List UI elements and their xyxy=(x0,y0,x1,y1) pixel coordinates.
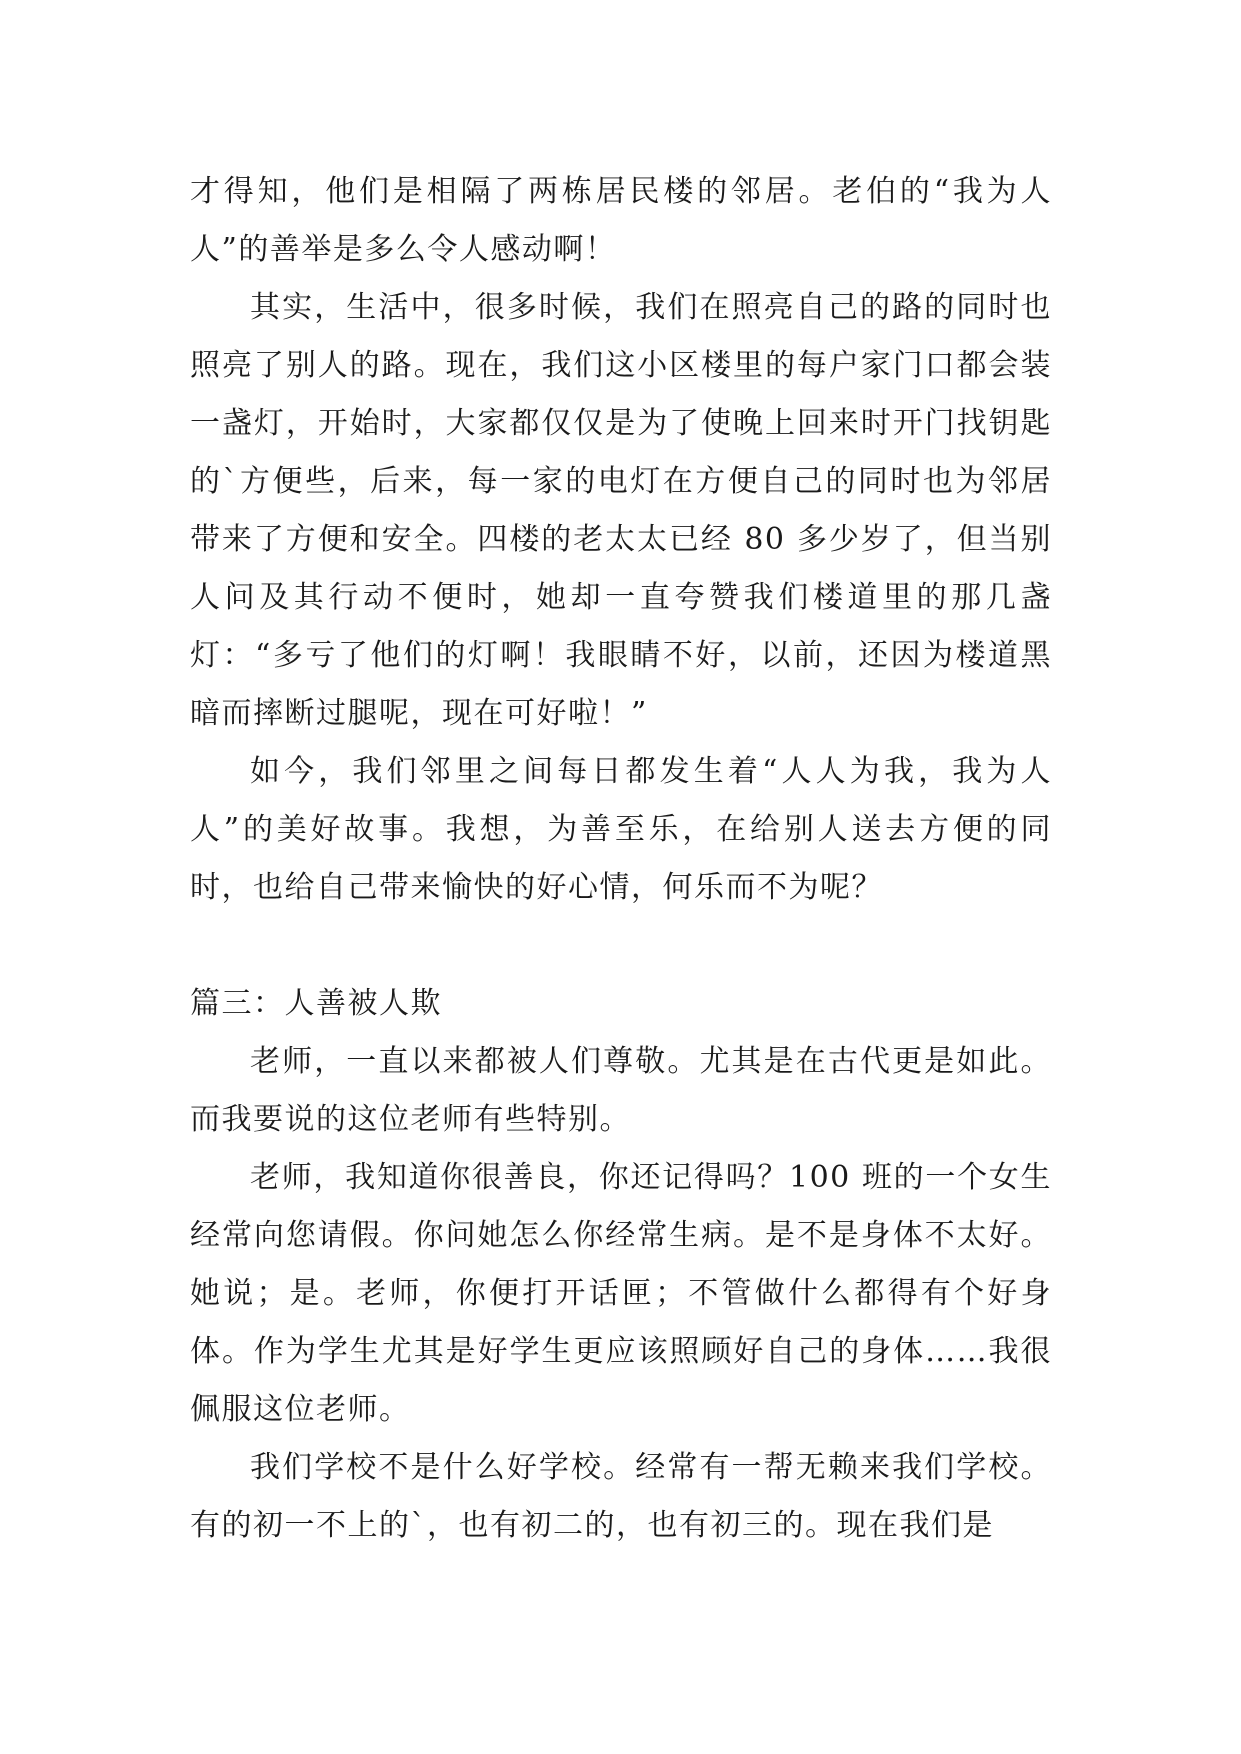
paragraph-school: 我们学校不是什么好学校。经常有一帮无赖来我们学校。有的初一不上的`，也有初二的，也有初三的。现在我们是 xyxy=(190,1450,1052,1543)
paragraph-teacher-intro: 老师，一直以来都被人们尊敬。尤其是在古代更是如此。而我要说的这位老师有些特别。 xyxy=(190,1044,1052,1137)
paragraph-neighbors: 如今，我们邻里之间每日都发生着“人人为我，我为人人”的美好故事。我想，为善至乐，在给别人送去方便的同时，也给自己带来愉快的好心情，何乐而不为呢？ xyxy=(190,754,1052,905)
document-body xyxy=(190,163,1052,1555)
paragraph-teacher-kindness: 老师，我知道你很善良，你还记得吗？100 班的一个女生经常向您请假。你问她怎么你经常生病。是不是身体不太好。她说；是。老师，你便打开话匣；不管做什么都得有个好身体。作为学生尤其是好学生更应该照顾好自己的身体……我很佩服这位老师。 xyxy=(190,1160,1052,1427)
paragraph-continuation: 才得知，他们是相隔了两栋居民楼的邻居。老伯的“我为人人”的善举是多么令人感动啊！ xyxy=(190,174,1052,267)
paragraph-lighting-path: 其实，生活中，很多时候，我们在照亮自己的路的同时也照亮了别人的路。现在，我们这小区楼里的每户家门口都会装一盏灯，开始时，大家都仅仅是为了使晚上回来时开门找钥匙的`方便些，后来，每一家的电灯在方便自己的同时也为邻居带来了方便和安全。四楼的老太太已经 80 多少岁了，但当别人问及其行动不便时，她却一直夸赞我们楼道里的那几盏灯：“多亏了他们的灯啊！我眼睛不好，以前，还因为楼道黑暗而摔断过腿呢，现在可好啦！” xyxy=(190,290,1052,731)
section-title: 篇三：人善被人欺 xyxy=(190,986,442,1021)
